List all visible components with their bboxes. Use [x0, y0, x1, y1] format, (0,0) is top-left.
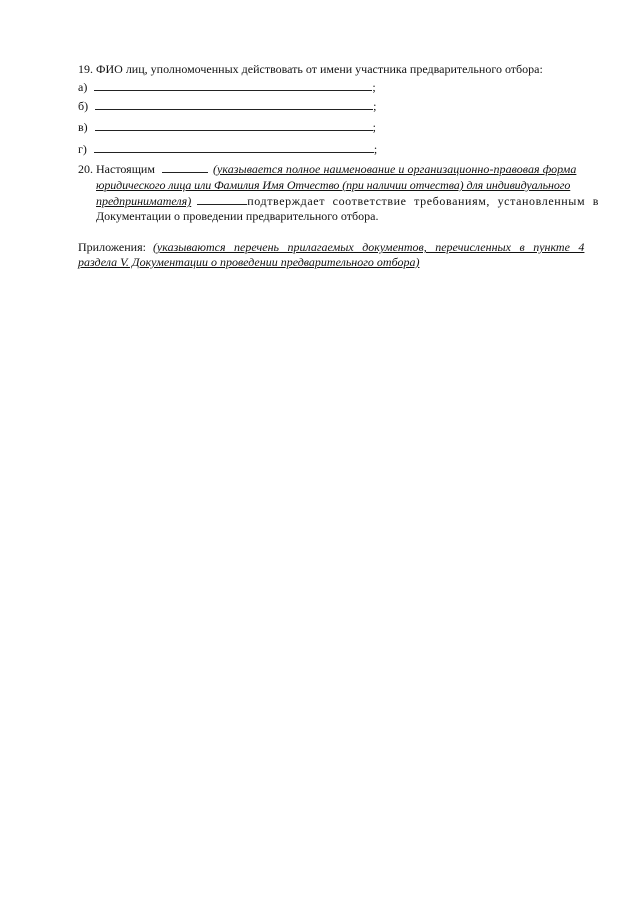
item19-label-a: а) — [78, 80, 88, 94]
item19-line-a — [78, 80, 376, 94]
item20-text-line3: подтверждает соответствие требованиям, установленным в — [247, 194, 600, 208]
item19-end-a: ; — [372, 80, 376, 94]
attachments-line1 — [78, 240, 584, 254]
item19-end-c: ; — [372, 120, 377, 134]
item20-hint-line1: (указывается полное наименование и организационно-правовая форма — [212, 162, 577, 176]
item20-lead: 20. Настоящим — [78, 162, 155, 176]
item19-label-c: в) — [78, 120, 88, 134]
item20-blank-line3[interactable] — [197, 194, 247, 205]
item20-line3 — [96, 194, 599, 208]
item19-end-b: ; — [373, 99, 377, 113]
item20-text-line4: Документации о проведении предварительного отбора. — [96, 209, 379, 223]
item19-blank-a[interactable] — [94, 80, 372, 91]
item19-label-d: г) — [78, 142, 87, 156]
attachments-label: Приложения: — [78, 240, 146, 254]
item19-blank-b[interactable] — [95, 99, 373, 110]
item19-line-b — [78, 99, 376, 113]
item19-heading: 19. ФИО лиц, уполномоченных действовать от имени участника предварительного отбора: — [78, 62, 543, 76]
item19-blank-d[interactable] — [94, 142, 374, 153]
item19-line-d — [78, 142, 377, 156]
item20-hint-line3: предпринимателя) — [96, 194, 192, 208]
item20-blank-name[interactable] — [162, 162, 208, 173]
item19-end-d: ; — [373, 142, 378, 156]
attachments-hint-line1: (указываются перечень прилагаемых документов, перечисленных в пункте 4 — [152, 240, 585, 254]
item20-hint-line2: юридического лица или Фамилия Имя Отчество (при наличии отчества) для индивидуального — [96, 178, 571, 192]
item19-label-b: б) — [78, 99, 89, 113]
attachments-hint-line2: раздела V. Документации о проведении предварительного отбора) — [78, 255, 420, 269]
item19-line-c — [78, 120, 376, 134]
item19-blank-c[interactable] — [95, 120, 373, 131]
item20-line1 — [78, 162, 576, 176]
